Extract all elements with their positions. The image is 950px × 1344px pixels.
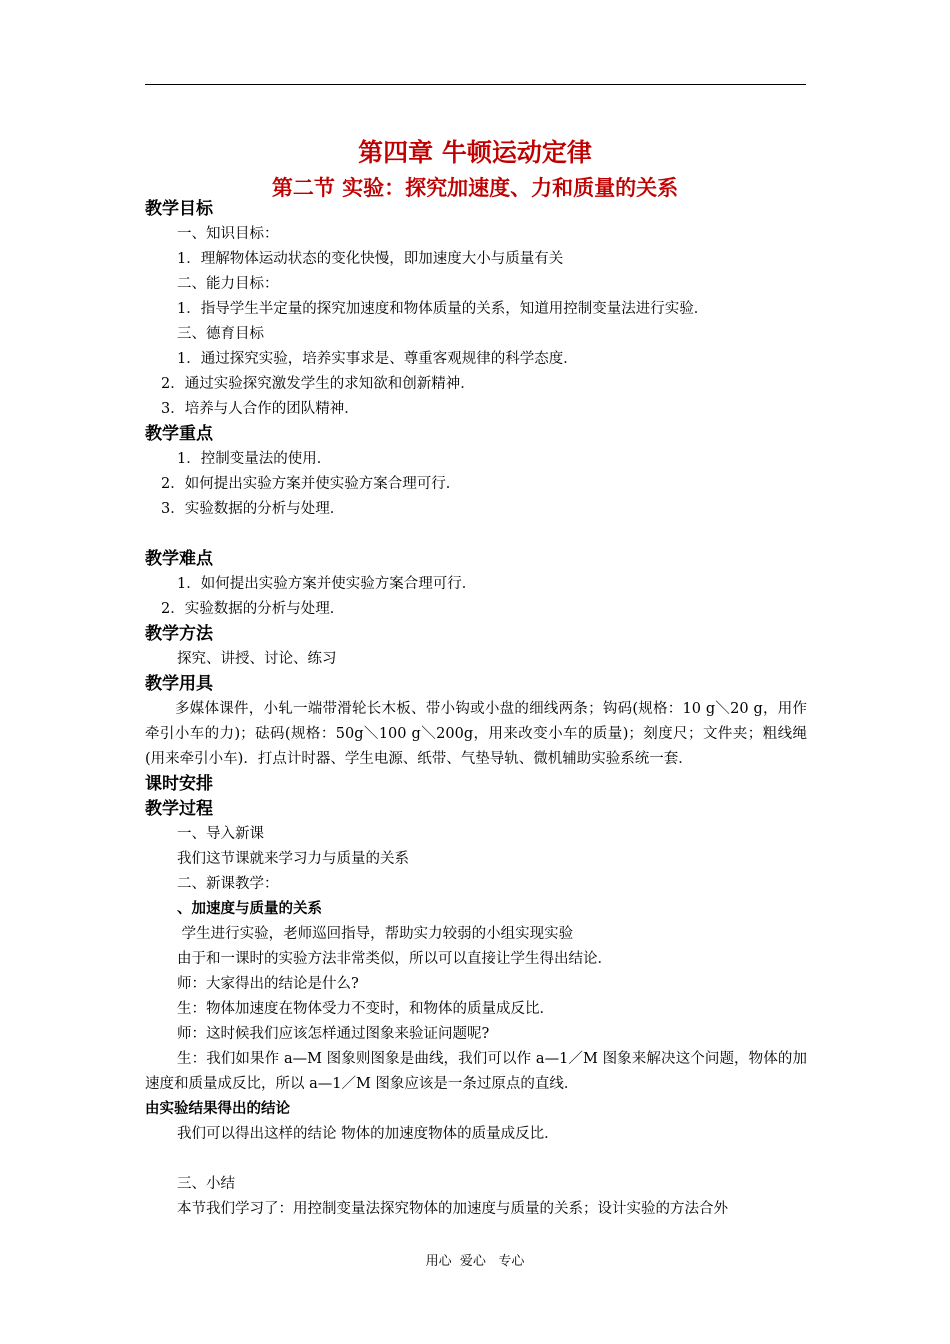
process-line-3: 师：大家得出的结论是什么? bbox=[177, 976, 359, 992]
process-line-2: 由于和一课时的实验方法非常类似，所以可以直接让学生得出结论． bbox=[177, 951, 612, 967]
tools-heading: 教学用具 bbox=[145, 674, 213, 694]
acceleration-mass-heading: 、加速度与质量的关系 bbox=[177, 901, 322, 917]
knowledge-item: 1．理解物体运动状态的变化快慢，即加速度大小与质量有关 bbox=[177, 251, 564, 267]
process-line-6: 生：我们如果作 a—M 图象则图象是曲线，我们可以作 a—1／M 图象来解决这个问题，物体的加速度和质量成反比，所以 a—1／M 图象应该是一条过原点的直线． bbox=[145, 1051, 807, 1092]
ability-item: 1．指导学生半定量的探究加速度和物体质量的关系，知道用控制变量法进行实验． bbox=[177, 301, 709, 317]
knowledge-heading: 一、知识目标： bbox=[177, 226, 279, 242]
methods-heading: 教学方法 bbox=[145, 624, 213, 644]
difficulty-1: 1．如何提出实验方案并使实验方案合理可行． bbox=[177, 576, 477, 592]
header-rule bbox=[145, 84, 806, 85]
moral-item-1: 1．通过探究实验，培养实事求是、尊重客观规律的科学态度． bbox=[177, 351, 578, 367]
key-point-2: 2．如何提出实验方案并使实验方案合理可行． bbox=[161, 476, 461, 492]
process-heading: 教学过程 bbox=[145, 799, 213, 819]
ability-heading: 二、能力目标： bbox=[177, 276, 279, 292]
key-point-3: 3．实验数据的分析与处理． bbox=[161, 501, 345, 517]
tools-text: 多媒体课件，小轧一端带滑轮长木板、带小钩或小盘的细线两条；钩码(规格：10 g＼20 g，用作牵引小车的力)；砝码(规格：50g＼100 g＼200g，用来改变小车的质量)；刻度尺；文件夹；粗线绳(用来牵引小车)．打点计时器、学生电源、纸带、气垫导轨、微机辅助实验系统一套． bbox=[145, 701, 807, 767]
chapter-title: 第四章 牛顿运动定律 bbox=[358, 138, 592, 167]
new-lesson-heading: 二、新课教学： bbox=[177, 876, 279, 892]
section-title: 第二节 实验：探究加速度、力和质量的关系 bbox=[271, 176, 679, 200]
process-line-5: 师：这时候我们应该怎样通过图象来验证问题呢? bbox=[177, 1026, 490, 1042]
intro-text: 我们这节课就来学习力与质量的关系 bbox=[177, 851, 409, 867]
difficulty-2: 2．实验数据的分析与处理． bbox=[161, 601, 345, 617]
summary-heading: 三、小结 bbox=[177, 1176, 235, 1192]
key-points-heading: 教学重点 bbox=[145, 424, 213, 444]
process-line-4: 生：物体加速度在物体受力不变时，和物体的质量成反比． bbox=[177, 1001, 554, 1017]
moral-heading: 三、德育目标 bbox=[177, 326, 264, 342]
key-point-1: 1．控制变量法的使用． bbox=[177, 451, 332, 467]
spacer bbox=[145, 522, 807, 547]
process-line-1: 学生进行实验，老师巡回指导，帮助实力较弱的小组实现实验 bbox=[177, 926, 574, 942]
methods-text: 探究、讲授、讨论、练习 bbox=[177, 651, 337, 667]
difficulties-heading: 教学难点 bbox=[145, 549, 213, 569]
spacer bbox=[145, 1147, 807, 1172]
intro-heading: 一、导入新课 bbox=[177, 826, 264, 842]
result-text: 我们可以得出这样的结论 物体的加速度物体的质量成反比． bbox=[177, 1126, 559, 1142]
document-body bbox=[145, 197, 807, 1222]
moral-item-2: 2．通过实验探究激发学生的求知欲和创新精神． bbox=[161, 376, 475, 392]
page-footer: 用心 爱心 专心 bbox=[425, 1254, 525, 1269]
result-heading: 由实验结果得出的结论 bbox=[145, 1101, 290, 1117]
summary-text: 本节我们学习了：用控制变量法探究物体的加速度与质量的关系；设计实验的方法合外 bbox=[177, 1201, 728, 1217]
schedule-heading: 课时安排 bbox=[145, 774, 213, 794]
objectives-heading: 教学目标 bbox=[145, 199, 213, 219]
moral-item-3: 3．培养与人合作的团队精神． bbox=[161, 401, 359, 417]
